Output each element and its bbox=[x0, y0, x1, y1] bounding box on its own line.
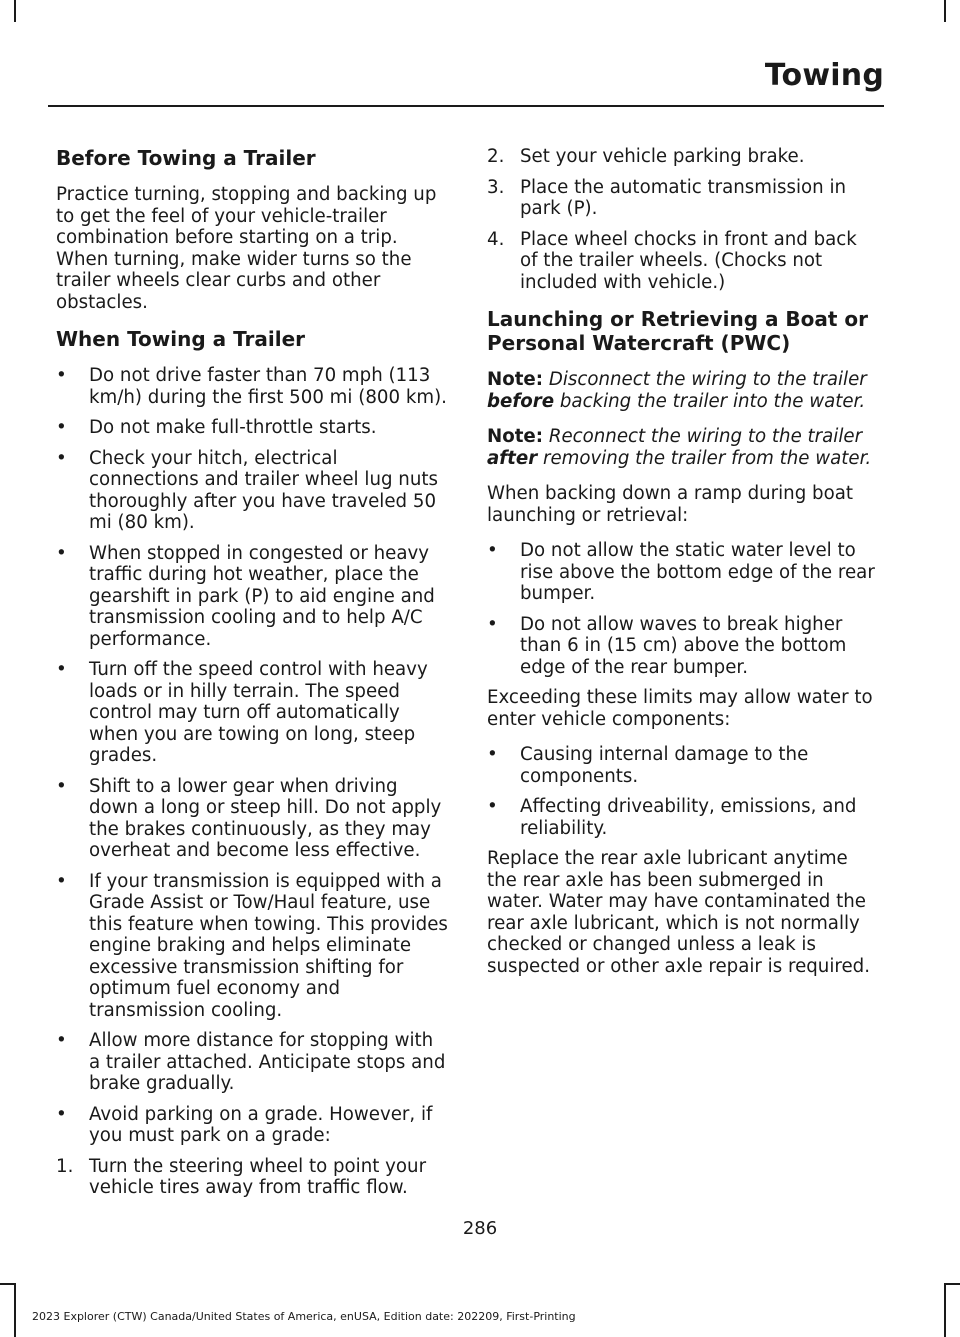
bullet-marker: • bbox=[56, 870, 67, 892]
header-divider bbox=[48, 105, 884, 107]
step-text: Place the automatic transmission in park (P). bbox=[520, 176, 847, 219]
heading-when-towing: When Towing a Trailer bbox=[56, 327, 306, 351]
list-item bbox=[56, 365, 448, 408]
bullet-marker: • bbox=[487, 744, 498, 765]
list-item-text: Allow more distance for stopping with a trailer attached. Anticipate stops and brake gradually. bbox=[89, 1030, 446, 1094]
note-text: removing the trailer from the water. bbox=[542, 447, 872, 469]
page-number: 286 bbox=[462, 1218, 498, 1239]
list-item-text: Do not allow the static water level to rise above the bottom edge of the rear bumper. bbox=[520, 540, 875, 604]
crop-mark-bottom-left bbox=[14, 1283, 16, 1337]
crop-mark-bottom-left-h bbox=[0, 1283, 16, 1285]
note-text: Disconnect the wiring to the trailer bbox=[548, 369, 867, 390]
bullet-marker: • bbox=[56, 1030, 67, 1051]
note-emphasis: before bbox=[487, 390, 555, 412]
left-column bbox=[56, 146, 448, 1208]
list-item bbox=[56, 417, 448, 439]
step-text: Place wheel chocks in front and back of the trailer wheels. (Chocks not included with vehicle.) bbox=[520, 228, 857, 293]
bullet-marker: • bbox=[56, 775, 67, 797]
bullet-list-water-level bbox=[487, 540, 879, 678]
list-item-text: Check your hitch, electrical connections and trailer wheel lug nuts thoroughly after you have traveled 50 mi (80 km). bbox=[89, 447, 438, 533]
paragraph-backing-ramp: When backing down a ramp during boat launching or retrieval: bbox=[487, 483, 853, 526]
step-number: 2. bbox=[487, 146, 505, 167]
note-label: Note: bbox=[487, 426, 544, 447]
bullet-marker: • bbox=[56, 542, 67, 564]
note-text: Reconnect the wiring to the trailer bbox=[548, 426, 863, 447]
list-item bbox=[56, 1030, 448, 1095]
bullet-marker: • bbox=[56, 447, 67, 469]
paragraph-axle-lubricant: Replace the rear axle lubricant anytime the rear axle has been submerged in water. Water may have contaminated the rear axle lubricant, which is not normally checked or changed unless a leak is suspected or other axle repair is required. bbox=[487, 848, 870, 977]
bullet-list-effects bbox=[487, 744, 879, 839]
paragraph-exceeding-limits: Exceeding these limits may allow water to enter vehicle components: bbox=[487, 687, 873, 730]
crop-mark-top-left bbox=[14, 0, 16, 22]
bullet-marker: • bbox=[56, 1103, 67, 1125]
heading-before-towing: Before Towing a Trailer bbox=[56, 146, 316, 170]
crop-mark-top-right bbox=[944, 0, 946, 22]
paragraph-before-towing: Practice turning, stopping and backing up to get the feel of your vehicle-trailer combination before starting on a trip. When turning, make wider turns so the trailer wheels clear curbs and other obstacles. bbox=[56, 184, 437, 313]
list-item-text: Do not drive faster than 70 mph (113 km/h) during the first 500 mi (800 km). bbox=[89, 365, 447, 408]
list-item-text: Affecting driveability, emissions, and reliability. bbox=[520, 796, 857, 839]
footer-edition: 2023 Explorer (CTW) Canada/United States of America, enUSA, Edition date: 202209, First-Printing bbox=[32, 1310, 576, 1323]
heading-launching-boat: Launching or Retrieving a Boat or Personal Watercraft (PWC) bbox=[487, 307, 869, 355]
crop-mark-bottom-right bbox=[944, 1283, 946, 1337]
list-item bbox=[487, 796, 879, 839]
numbered-list-parking-continued bbox=[487, 146, 879, 293]
bullet-marker: • bbox=[487, 540, 498, 561]
list-item-text: Shift to a lower gear when driving down a long or steep hill. Do not apply the brakes continuously, as they may overheat and become less effective. bbox=[89, 775, 442, 861]
list-item-text: Do not make full-throttle starts. bbox=[89, 417, 377, 438]
list-item-text: Causing internal damage to the components. bbox=[520, 744, 809, 787]
list-item-text: Turn off the speed control with heavy loads or in hilly terrain. The speed control may turn off automatically when you are towing on long, steep grades. bbox=[89, 659, 428, 766]
crop-mark-bottom-right-h bbox=[944, 1283, 960, 1285]
note-disconnect bbox=[487, 369, 879, 412]
bullet-marker: • bbox=[56, 659, 67, 680]
step-text: Set your vehicle parking brake. bbox=[520, 146, 805, 167]
list-item bbox=[56, 448, 448, 534]
step-number: 4. bbox=[487, 228, 505, 250]
bullet-marker: • bbox=[487, 613, 498, 635]
list-item bbox=[487, 744, 879, 787]
list-item bbox=[56, 543, 448, 651]
right-column bbox=[487, 146, 879, 991]
numbered-step bbox=[487, 229, 879, 294]
bullet-marker: • bbox=[56, 365, 67, 386]
note-reconnect bbox=[487, 426, 879, 469]
bullet-list-towing bbox=[56, 365, 448, 1147]
numbered-step bbox=[487, 146, 879, 168]
list-item bbox=[56, 1104, 448, 1147]
step-number: 1. bbox=[56, 1155, 74, 1177]
note-label: Note: bbox=[487, 369, 544, 390]
list-item-text: Do not allow waves to break higher than 6 in (15 cm) above the bottom edge of the rear bumper. bbox=[520, 613, 847, 678]
list-item bbox=[56, 776, 448, 862]
numbered-list-parking bbox=[56, 1156, 448, 1199]
numbered-step bbox=[56, 1156, 448, 1199]
list-item bbox=[56, 871, 448, 1022]
note-text: backing the trailer into the water. bbox=[559, 390, 866, 412]
list-item-text: When stopped in congested or heavy traffic during hot weather, place the gearshift in park (P) to aid engine and transmission cooling and to help A/C performance. bbox=[89, 542, 435, 650]
step-number: 3. bbox=[487, 176, 505, 198]
list-item bbox=[56, 659, 448, 767]
page-title: Towing bbox=[764, 58, 884, 93]
list-item-text: If your transmission is equipped with a Grade Assist or Tow/Haul feature, use this feature when towing. This provides engine braking and helps eliminate excessive transmission shifting for optimum fuel economy and transmission cooling. bbox=[89, 870, 448, 1021]
list-item-text: Avoid parking on a grade. However, if you must park on a grade: bbox=[89, 1103, 433, 1146]
list-item bbox=[487, 540, 879, 605]
bullet-marker: • bbox=[487, 796, 498, 817]
bullet-marker: • bbox=[56, 417, 67, 438]
step-text: Turn the steering wheel to point your vehicle tires away from traffic flow. bbox=[89, 1155, 427, 1198]
list-item bbox=[487, 614, 879, 679]
numbered-step bbox=[487, 177, 879, 220]
note-emphasis: after bbox=[487, 447, 538, 469]
